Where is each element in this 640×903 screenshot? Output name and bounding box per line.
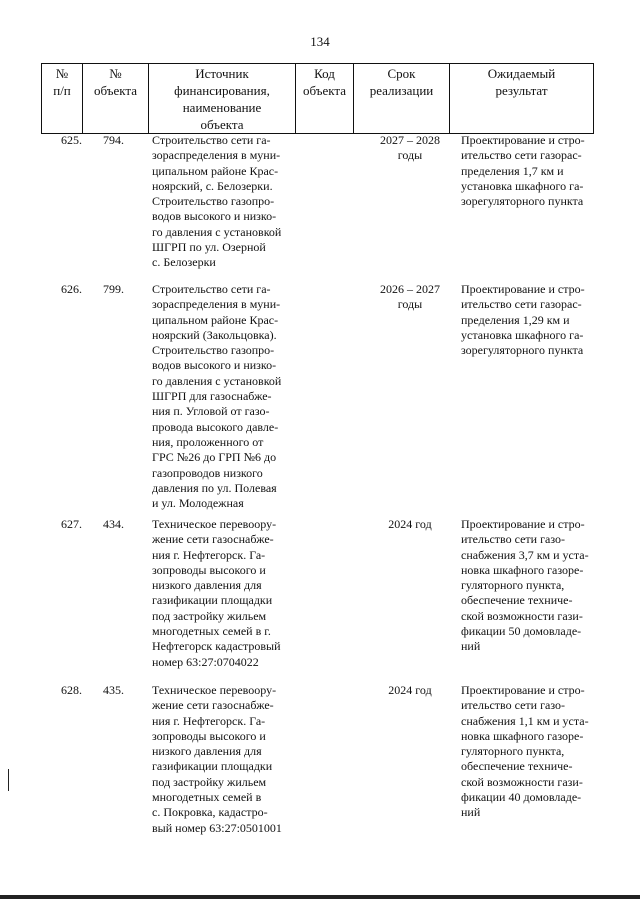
row-number: 626. xyxy=(61,282,82,296)
scan-artifact-left xyxy=(8,769,9,791)
header-period: Срок реализации xyxy=(354,64,450,134)
header-num: № п/п xyxy=(42,64,83,134)
object-name: Строительство сети га- зораспределения в муни- ципальном районе Крас- ноярский, с. Белозерки. Строительство газопро- водов высокого и низко- го давления с установкой ШГРП по ул. Озерной с. Белозерки xyxy=(152,133,282,270)
expected-result: Проектирование и стро- ительство сети газо- снабжения 1,1 км и уста- новка шкафного газоре- гуляторного пункта, обеспечение техниче- ской возможности гази- фикации 40 домовладе- ний xyxy=(461,683,589,820)
header-source: Источник финансирования, наименование объекта xyxy=(149,64,296,134)
table-header xyxy=(41,63,594,134)
expected-result: Проектирование и стро- ительство сети газорас- пределения 1,7 км и установка шкафного га- зорегуляторного пункта xyxy=(461,133,585,209)
implementation-period: 2026 – 2027 годы xyxy=(380,282,440,312)
row-number: 627. xyxy=(61,517,82,531)
object-number: 799. xyxy=(103,282,124,296)
header-result: Ожидаемый результат xyxy=(450,64,594,134)
implementation-period: 2027 – 2028 годы xyxy=(380,133,440,163)
object-name: Строительство сети га- зораспределения в муни- ципальном районе Крас- ноярский (Закольцовка). Строительство газопро- водов высокого и низко- го давления с установкой ШГРП для газоснабже- ния п. Угловой от газо- провода высокого давле- ния, проложенного от ГРС №26 до ГРП №6 до газопроводов низкого давления по ул. Полевая и ул. Молодежная xyxy=(152,282,282,511)
header-object-number: № объекта xyxy=(83,64,149,134)
row-number: 625. xyxy=(61,133,82,147)
expected-result: Проектирование и стро- ительство сети газорас- пределения 1,29 км и установка шкафного га- зорегуляторного пункта xyxy=(461,282,585,358)
object-number: 435. xyxy=(103,683,124,697)
implementation-period: 2024 год xyxy=(388,517,432,531)
implementation-period: 2024 год xyxy=(388,683,432,697)
page-number: 134 xyxy=(310,34,330,49)
row-number: 628. xyxy=(61,683,82,697)
header-code: Код объекта xyxy=(296,64,354,134)
object-number: 434. xyxy=(103,517,124,531)
object-name: Техническое перевоору- жение сети газоснабже- ния г. Нефтегорск. Га- зопроводы высокого и низкого давления для газификации площадки под застройку жильем многодетных семей в г. Нефтегорск кадастровый номер 63:27:0704022 xyxy=(152,517,281,669)
expected-result: Проектирование и стро- ительство сети газо- снабжения 3,7 км и уста- новка шкафного газоре- гуляторного пункта, обеспечение техниче- ской возможности гази- фикации 50 домовладе- ний xyxy=(461,517,589,654)
object-number: 794. xyxy=(103,133,124,147)
object-name: Техническое перевоору- жение сети газоснабже- ния г. Нефтегорск. Га- зопроводы высокого и низкого давления для газификации площадки под застройку жильем многодетных семей в с. Покровка, кадастро- вый номер 63:27:0501001 xyxy=(152,683,282,835)
scan-edge-bottom xyxy=(0,895,640,899)
